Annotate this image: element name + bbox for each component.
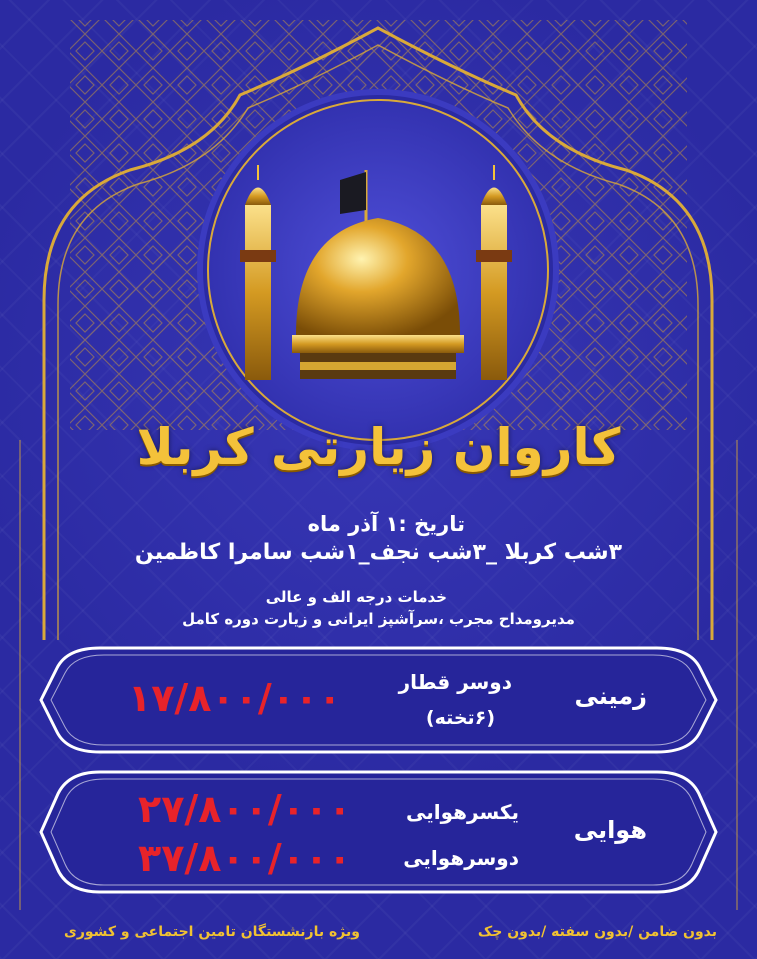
air-one-way-price: ۲۷/۸۰۰/۰۰۰ (138, 787, 352, 831)
air-category: هوایی (573, 816, 647, 844)
footer-terms: بدون ضامن /بدون سفته /بدون چک (477, 924, 717, 940)
services-line-1: خدمات درجه الف و عالی (265, 588, 447, 606)
ground-option-label: دوسر قطار (398, 670, 512, 694)
air-round-trip-label: دوسرهوایی (403, 846, 519, 870)
caravan-title: کاروان زیارتی کربلا (136, 418, 621, 476)
air-one-way-label: یکسرهوایی (406, 800, 519, 824)
air-round-trip-price: ۳۷/۸۰۰/۰۰۰ (138, 836, 352, 880)
footer-eligibility: ویژه بازنشستگان تامین اجتماعی و کشوری (64, 924, 360, 940)
date-line: تاریخ :۱ آذر ماه (307, 512, 465, 536)
ground-option-note: (۶تخته) (425, 707, 495, 729)
ground-price: ۱۷/۸۰۰/۰۰۰ (128, 676, 342, 720)
ground-category: زمینی (574, 682, 647, 710)
services-line-2: مدیرومداح مجرب ،سرآشپز ایرانی و زیارت دوره کامل (182, 610, 575, 628)
route-line: ۳شب کربلا _۳شب نجف_۱شب سامرا کاظمین (134, 540, 623, 565)
